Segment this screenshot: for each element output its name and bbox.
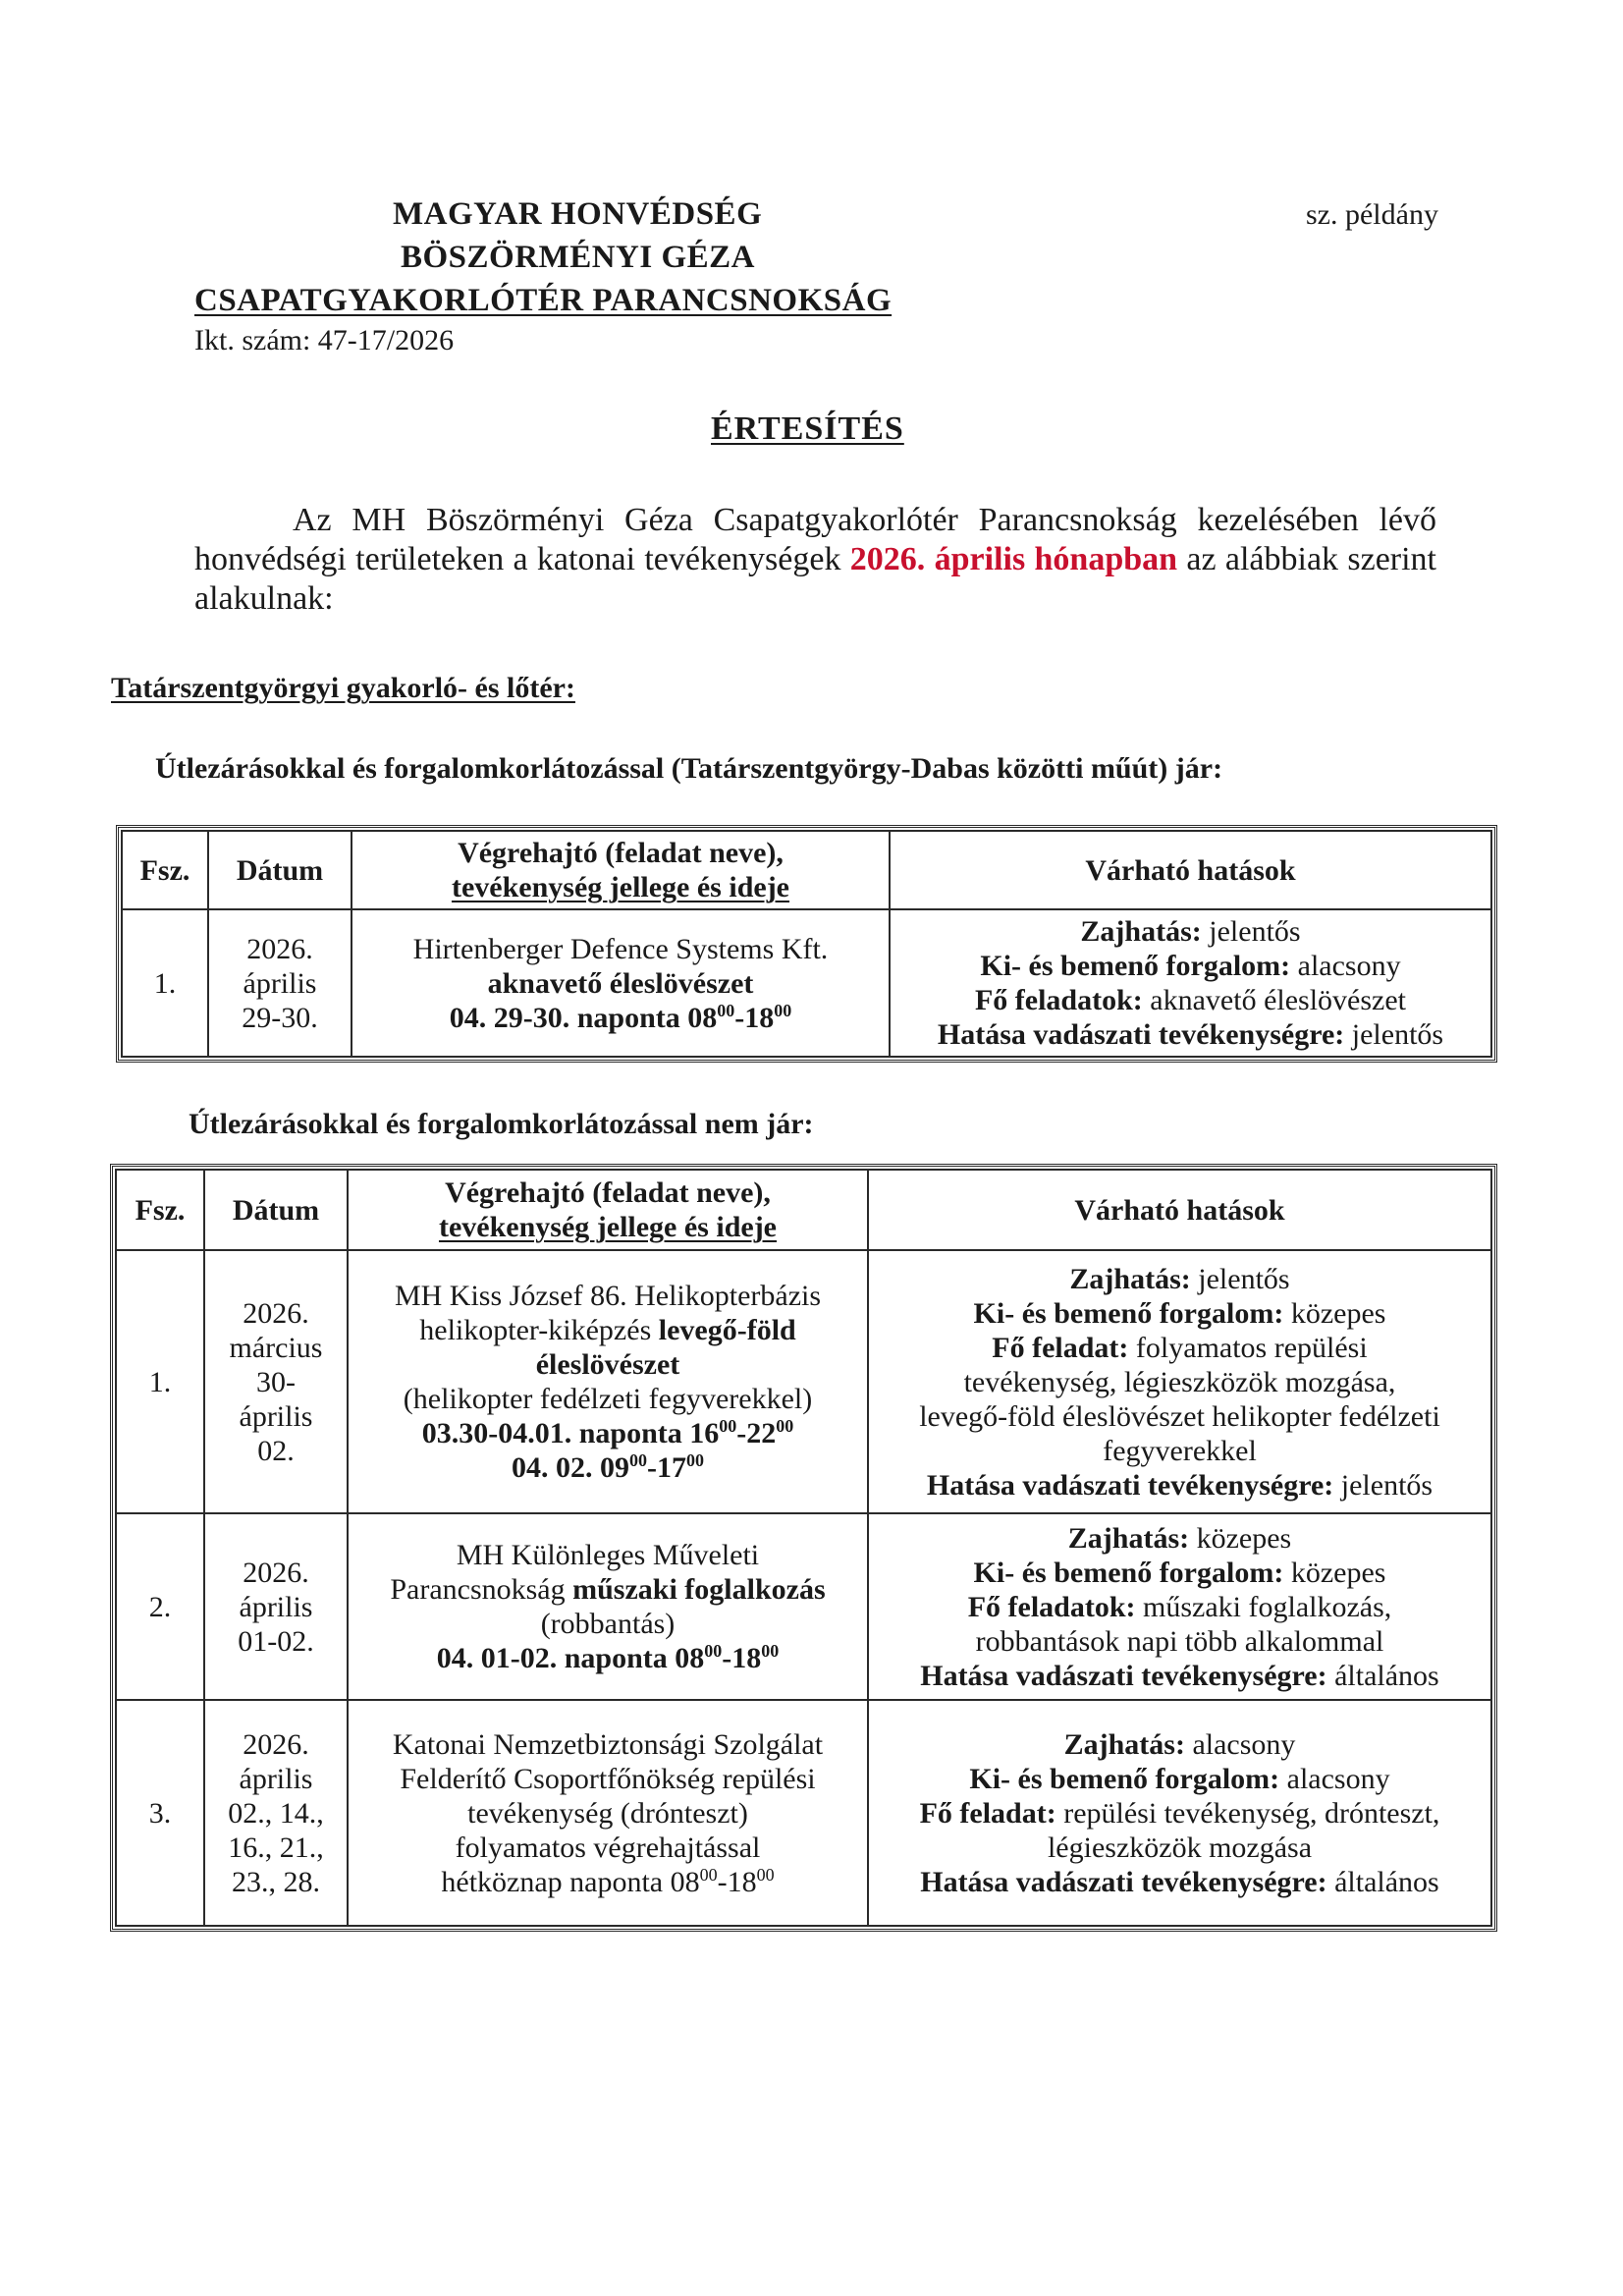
col-executor	[352, 831, 890, 909]
row-executor	[352, 909, 890, 1057]
intro-text-2: az alábbiak szerint alakulnak:	[194, 541, 1436, 617]
row-date	[208, 909, 352, 1057]
table-header-row	[122, 831, 1491, 909]
date-l3: 29-30.	[242, 1001, 318, 1034]
table-row	[116, 1250, 1491, 1513]
row-effects: Zajhatás: alacsony Ki- és bemenő forgalom: alacsony Fő feladat: repülési tevékenység, drónteszt, légieszközök mozgása Hatása vadászati tevékenységre: általános	[868, 1700, 1491, 1926]
document-title: ÉRTESÍTÉS	[711, 410, 904, 447]
org-name-line2: BÖSZÖRMÉNYI GÉZA	[401, 240, 755, 275]
col-fsz: Fsz.	[122, 831, 208, 909]
row-date: 2026. március 30- április 02.	[204, 1250, 348, 1513]
row-fsz: 2.	[116, 1513, 204, 1700]
row-fsz: 3.	[116, 1700, 204, 1926]
intro-paragraph	[194, 501, 1436, 619]
col-effects: Várható hatások	[890, 831, 1491, 909]
intro-text-1: Az MH Böszörményi Géza Csapatgyakorlótér Parancsnokság kezelésében lévő honvédségi területeken a katonai tevékenységek	[194, 502, 1436, 577]
copy-label: sz. példány	[1306, 198, 1438, 231]
row-date: 2026. április 01-02.	[204, 1513, 348, 1700]
intro-highlight: 2026. április hónapban	[849, 541, 1178, 577]
col-fsz: Fsz.	[116, 1170, 204, 1250]
table-with-road-closures	[121, 830, 1492, 1058]
row-date: 2026. április 02., 14., 16., 21., 23., 28.	[204, 1700, 348, 1926]
registration-number: Ikt. szám: 47-17/2026	[194, 324, 455, 356]
row-effects: Zajhatás: közepes Ki- és bemenő forgalom: közepes Fő feladatok: műszaki foglalkozás, robbantások napi több alkalommal Hatása vadászati tevékenységre: általános	[868, 1513, 1491, 1700]
date-l2: április	[243, 966, 317, 1000]
row-executor: Katonai Nemzetbiztonsági Szolgálat Felderítő Csoportfőnökség repülési tevékenység (drónteszt) folyamatos végrehajtással hétköznap naponta $08^{00}-18^{00}$	[348, 1700, 868, 1926]
row-effects: Zajhatás: jelentős Ki- és bemenő forgalom: alacsony Fő feladatok: aknavető éleslövészet Hatása vadászati tevékenységre: jelentős	[890, 909, 1491, 1057]
site-heading: Tatárszentgyörgyi gyakorló- és lőtér:	[111, 672, 575, 704]
col-effects: Várható hatások	[868, 1170, 1491, 1250]
org-name-line1: MAGYAR HONVÉDSÉG	[393, 196, 763, 232]
row-effects: Zajhatás: jelentős Ki- és bemenő forgalom: közepes Fő feladat: folyamatos repülési tevékenység, légieszközök mozgása, levegő-föld éleslövészet helikopter fedélzeti fegyverekkel Hatása vadászati tevékenységre: jelentős	[868, 1250, 1491, 1513]
col-executor: Végrehajtó (feladat neve), tevékenység jellege és ideje	[348, 1170, 868, 1250]
org-name-line3: CSAPATGYAKORLÓTÉR PARANCSNOKSÁG	[194, 283, 893, 318]
table-row	[122, 909, 1491, 1057]
table-row	[116, 1513, 1491, 1700]
exec-time: 04. 29-30. naponta $08^{00}-18^{00}$	[449, 1000, 792, 1034]
table-row	[116, 1700, 1491, 1926]
exec-l1: Hirtenberger Defence Systems Kft.	[412, 932, 829, 965]
exec-l2: aknavető éleslövészet	[487, 966, 754, 1000]
col-executor-l1: Végrehajtó (feladat neve),	[458, 837, 784, 869]
col-executor-l2: tevékenység jellege és ideje	[451, 871, 790, 903]
section1-heading: Útlezárásokkal és forgalomkorlátozással (Tatárszentgyörgy-Dabas közötti műút) jár:	[155, 752, 1223, 785]
table-without-road-closures	[115, 1169, 1492, 1927]
row-fsz: 1.	[122, 909, 208, 1057]
col-datum: Dátum	[204, 1170, 348, 1250]
date-l1: 2026.	[246, 932, 313, 965]
row-fsz: 1.	[116, 1250, 204, 1513]
table-header-row	[116, 1170, 1491, 1250]
section2-heading: Útlezárásokkal és forgalomkorlátozással nem jár:	[189, 1108, 814, 1140]
row-executor: MH Különleges Műveleti Parancsnokság műszaki foglalkozás (robbantás) 04. 01-02. naponta $08^{00}-18^{00}$	[348, 1513, 868, 1700]
col-datum: Dátum	[208, 831, 352, 909]
row-executor: MH Kiss József 86. Helikopterbázis helikopter-kiképzés levegő-föld éleslövészet (helikopter fedélzeti fegyverekkel) 03.30-04.01. naponta $16^{00}-22^{00}$ 04. 02. $09^{00}-17^{00}$	[348, 1250, 868, 1513]
